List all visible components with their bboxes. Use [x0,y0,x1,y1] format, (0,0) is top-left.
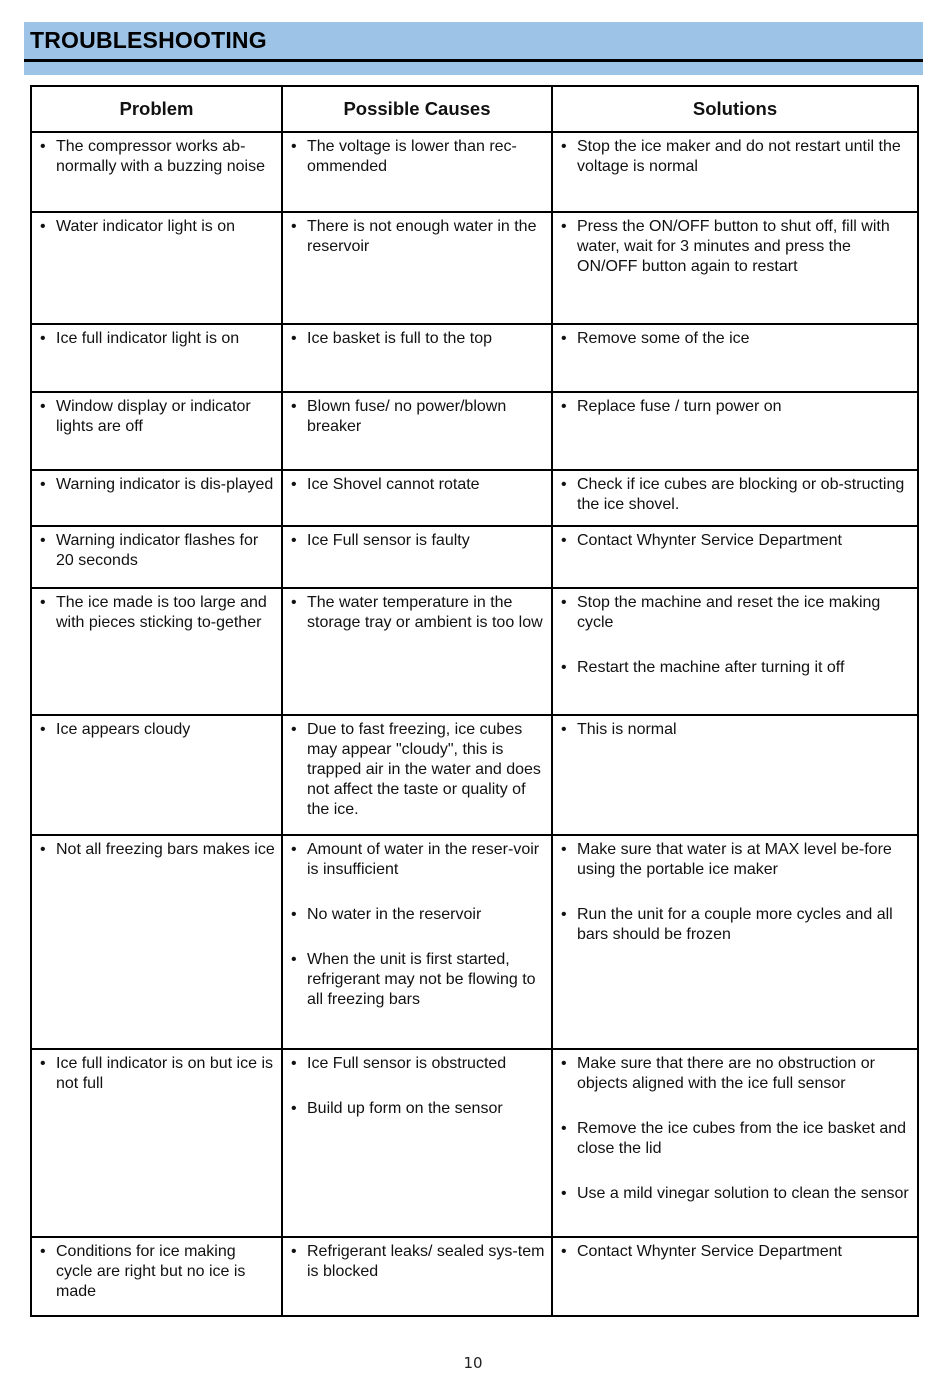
bullet-list [40,137,275,177]
problem-cell [31,715,282,835]
bullet-list [291,593,545,633]
bullet-list [561,1054,911,1204]
table-body [31,132,918,1316]
bullet-item: • Conditions for ice making cycle are right but no ice is made [40,1242,275,1302]
causes-cell [282,392,552,470]
solutions-cell [552,392,918,470]
causes-cell [282,715,552,835]
bullet-list [40,397,275,437]
section-title: TROUBLESHOOTING [30,27,267,53]
bullet-item: • No water in the reservoir [291,905,545,925]
bullet-item: • Use a mild vinegar solution to clean the sensor [561,1184,911,1204]
causes-cell [282,470,552,526]
bullet-item: • The ice made is too large and with pieces sticking to-gether [40,593,275,633]
causes-cell [282,1237,552,1316]
bullet-list [561,593,911,678]
table-row [31,392,918,470]
table-row [31,1049,918,1237]
bullet-item: • Ice full indicator is on but ice is not full [40,1054,275,1094]
header-underband [24,62,923,75]
table-row [31,1237,918,1316]
bullet-list [40,475,275,495]
bullet-item: • Run the unit for a couple more cycles and all bars should be frozen [561,905,911,945]
causes-cell [282,324,552,392]
section-header-bar [24,22,923,59]
bullet-list [291,1054,545,1119]
table-header-row [31,86,918,132]
problem-cell [31,835,282,1049]
bullet-list [561,531,911,551]
bullet-item: • Stop the ice maker and do not restart until the voltage is normal [561,137,911,177]
solutions-cell [552,132,918,212]
solutions-cell [552,526,918,588]
bullet-list [40,217,275,237]
table-row [31,526,918,588]
bullet-list [291,217,545,257]
bullet-item: • When the unit is first started, refrigerant may not be flowing to all freezing bars [291,950,545,1010]
bullet-list [291,397,545,437]
causes-cell [282,835,552,1049]
bullet-list [291,329,545,349]
bullet-item: • Ice Shovel cannot rotate [291,475,545,495]
bullet-item: • Check if ice cubes are blocking or ob-structing the ice shovel. [561,475,911,515]
table-row [31,715,918,835]
bullet-list [561,720,911,740]
bullet-item: • Remove the ice cubes from the ice basket and close the lid [561,1119,911,1159]
causes-cell [282,526,552,588]
problem-cell [31,324,282,392]
bullet-list [291,840,545,1010]
bullet-item: • Warning indicator is dis-played [40,475,275,495]
bullet-item: • Amount of water in the reser-voir is insufficient [291,840,545,880]
bullet-item: • Make sure that there are no obstruction or objects aligned with the ice full sensor [561,1054,911,1094]
bullet-list [561,475,911,515]
problem-cell [31,1237,282,1316]
solutions-cell [552,835,918,1049]
problem-cell [31,588,282,715]
causes-cell [282,588,552,715]
bullet-item: • Ice full indicator light is on [40,329,275,349]
bullet-item: • Ice basket is full to the top [291,329,545,349]
causes-cell [282,1049,552,1237]
bullet-list [40,329,275,349]
bullet-list [40,720,275,740]
problem-cell [31,212,282,324]
bullet-item: • Build up form on the sensor [291,1099,545,1119]
table-row [31,835,918,1049]
bullet-list [561,217,911,277]
solutions-cell [552,1049,918,1237]
table-row [31,132,918,212]
bullet-list [40,531,275,571]
page-number: 10 [463,1354,483,1372]
solutions-cell [552,1237,918,1316]
bullet-list [561,397,911,417]
bullet-item: • Remove some of the ice [561,329,911,349]
problem-cell [31,132,282,212]
bullet-list [561,1242,911,1262]
troubleshooting-table [30,85,919,1317]
solutions-cell [552,588,918,715]
bullet-item: • Not all freezing bars makes ice [40,840,275,860]
bullet-list [291,531,545,551]
solutions-cell [552,715,918,835]
table-row [31,212,918,324]
bullet-list [291,1242,545,1282]
bullet-item: • Ice Full sensor is obstructed [291,1054,545,1074]
bullet-item: • Blown fuse/ no power/blown breaker [291,397,545,437]
solutions-cell [552,324,918,392]
bullet-list [561,329,911,349]
bullet-item: • Stop the machine and reset the ice making cycle [561,593,911,633]
bullet-item: • Restart the machine after turning it off [561,658,911,678]
column-header-causes: Possible Causes [282,86,552,132]
bullet-item: • Refrigerant leaks/ sealed sys-tem is blocked [291,1242,545,1282]
bullet-item: • Make sure that water is at MAX level be-fore using the portable ice maker [561,840,911,880]
solutions-cell [552,470,918,526]
problem-cell [31,1049,282,1237]
bullet-item: • Ice appears cloudy [40,720,275,740]
bullet-item: • Water indicator light is on [40,217,275,237]
bullet-item: • The water temperature in the storage tray or ambient is too low [291,593,545,633]
solutions-cell [552,212,918,324]
bullet-item: • Press the ON/OFF button to shut off, fill with water, wait for 3 minutes and press the ON/OFF button again to restart [561,217,911,277]
causes-cell [282,212,552,324]
bullet-item: • Warning indicator flashes for 20 seconds [40,531,275,571]
bullet-item: • Window display or indicator lights are off [40,397,275,437]
bullet-list [291,137,545,177]
bullet-list [561,840,911,945]
column-header-problem: Problem [31,86,282,132]
problem-cell [31,526,282,588]
bullet-item: • This is normal [561,720,911,740]
bullet-item: • There is not enough water in the reservoir [291,217,545,257]
bullet-item: • Contact Whynter Service Department [561,531,911,551]
causes-cell [282,132,552,212]
column-header-solutions: Solutions [552,86,918,132]
bullet-list [40,1054,275,1094]
bullet-list [561,137,911,177]
bullet-item: • Replace fuse / turn power on [561,397,911,417]
bullet-list [40,1242,275,1302]
bullet-item: • Ice Full sensor is faulty [291,531,545,551]
table-row [31,470,918,526]
bullet-item: • Due to fast freezing, ice cubes may appear "cloudy", this is trapped air in the water and does not affect the taste or quality of the ice. [291,720,545,820]
table-row [31,324,918,392]
bullet-list [291,720,545,820]
bullet-list [291,475,545,495]
bullet-list [40,593,275,633]
bullet-item: • Contact Whynter Service Department [561,1242,911,1262]
problem-cell [31,392,282,470]
bullet-item: • The voltage is lower than rec-ommended [291,137,545,177]
bullet-list [40,840,275,860]
bullet-item: • The compressor works ab-normally with a buzzing noise [40,137,275,177]
table-row [31,588,918,715]
problem-cell [31,470,282,526]
